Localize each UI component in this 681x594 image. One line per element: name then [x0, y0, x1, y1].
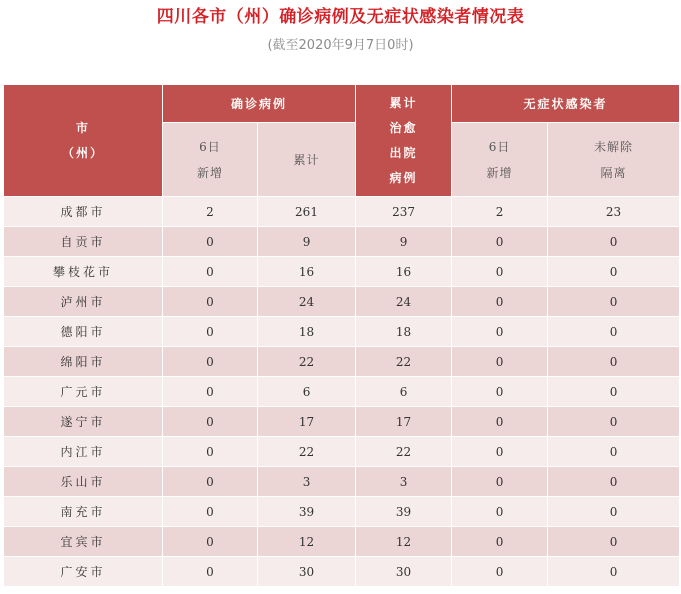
cell-cured: 3	[356, 467, 452, 497]
cell-cured: 12	[356, 527, 452, 557]
cell-asym-unresolved: 0	[548, 437, 680, 467]
cell-total: 30	[258, 557, 356, 587]
cell-city: 攀枝花市	[4, 257, 163, 287]
table-row	[4, 497, 680, 527]
table-row	[4, 317, 680, 347]
cell-total: 17	[258, 407, 356, 437]
cell-asym-unresolved: 0	[548, 527, 680, 557]
cell-city: 德阳市	[4, 317, 163, 347]
cell-asym-unresolved: 0	[548, 467, 680, 497]
cell-asym-unresolved: 0	[548, 377, 680, 407]
cell-new: 0	[163, 227, 258, 257]
table-row	[4, 467, 680, 497]
cell-new: 2	[163, 197, 258, 227]
cell-asym-unresolved: 0	[548, 257, 680, 287]
header-total: 累计	[258, 123, 356, 197]
header-asym-unresolved: 未解除 隔离	[548, 123, 680, 197]
cell-cured: 22	[356, 347, 452, 377]
cell-asym-unresolved: 0	[548, 407, 680, 437]
header-new: 6日 新增	[163, 123, 258, 197]
cell-asym-new: 0	[452, 287, 548, 317]
cell-asym-new: 0	[452, 407, 548, 437]
cell-cured: 237	[356, 197, 452, 227]
cell-asym-unresolved: 0	[548, 317, 680, 347]
cell-cured: 6	[356, 377, 452, 407]
cell-asym-new: 2	[452, 197, 548, 227]
cell-asym-new: 0	[452, 227, 548, 257]
cell-new: 0	[163, 437, 258, 467]
cell-city: 泸州市	[4, 287, 163, 317]
table-row	[4, 257, 680, 287]
cell-asym-new: 0	[452, 317, 548, 347]
header-city: 市 （州）	[4, 85, 163, 197]
cell-total: 9	[258, 227, 356, 257]
cell-asym-unresolved: 0	[548, 227, 680, 257]
cell-city: 乐山市	[4, 467, 163, 497]
cell-total: 24	[258, 287, 356, 317]
cell-city: 南充市	[4, 497, 163, 527]
cell-total: 18	[258, 317, 356, 347]
cell-new: 0	[163, 557, 258, 587]
cell-new: 0	[163, 467, 258, 497]
table-row	[4, 197, 680, 227]
table-row	[4, 437, 680, 467]
cell-cured: 39	[356, 497, 452, 527]
header-cured: 累计 治愈 出院 病例	[356, 85, 452, 197]
cell-asym-new: 0	[452, 467, 548, 497]
cell-cured: 30	[356, 557, 452, 587]
cell-asym-new: 0	[452, 527, 548, 557]
cell-city: 内江市	[4, 437, 163, 467]
cell-city: 广元市	[4, 377, 163, 407]
header-asymptomatic: 无症状感染者	[452, 85, 680, 123]
table-row	[4, 557, 680, 587]
table-row	[4, 407, 680, 437]
cell-city: 成都市	[4, 197, 163, 227]
cell-cured: 17	[356, 407, 452, 437]
table-row	[4, 347, 680, 377]
table-row	[4, 227, 680, 257]
cell-total: 39	[258, 497, 356, 527]
cell-new: 0	[163, 287, 258, 317]
cell-new: 0	[163, 497, 258, 527]
cell-total: 22	[258, 437, 356, 467]
cell-cured: 9	[356, 227, 452, 257]
cell-cured: 22	[356, 437, 452, 467]
page-title: 四川各市（州）确诊病例及无症状感染者情况表	[156, 7, 525, 27]
header-confirmed: 确诊病例	[163, 85, 356, 123]
table-row	[4, 377, 680, 407]
cell-city: 自贡市	[4, 227, 163, 257]
table-row	[4, 287, 680, 317]
cell-asym-new: 0	[452, 257, 548, 287]
cell-new: 0	[163, 527, 258, 557]
cell-total: 22	[258, 347, 356, 377]
cell-cured: 24	[356, 287, 452, 317]
cell-city: 遂宁市	[4, 407, 163, 437]
cell-asym-new: 0	[452, 377, 548, 407]
cell-asym-new: 0	[452, 557, 548, 587]
cell-city: 绵阳市	[4, 347, 163, 377]
cell-city: 广安市	[4, 557, 163, 587]
cell-total: 6	[258, 377, 356, 407]
cell-new: 0	[163, 377, 258, 407]
cell-cured: 18	[356, 317, 452, 347]
cell-asym-new: 0	[452, 497, 548, 527]
header-asym-new: 6日 新增	[452, 123, 548, 197]
cell-asym-unresolved: 0	[548, 287, 680, 317]
cell-total: 261	[258, 197, 356, 227]
cell-asym-unresolved: 0	[548, 557, 680, 587]
cell-asym-new: 0	[452, 437, 548, 467]
data-table	[3, 84, 680, 587]
page-subtitle: (截至2020年9月7日0时)	[267, 38, 414, 53]
cell-total: 16	[258, 257, 356, 287]
table-row	[4, 527, 680, 557]
cell-new: 0	[163, 347, 258, 377]
cell-new: 0	[163, 407, 258, 437]
cell-city: 宜宾市	[4, 527, 163, 557]
cell-asym-unresolved: 0	[548, 347, 680, 377]
cell-new: 0	[163, 317, 258, 347]
cell-cured: 16	[356, 257, 452, 287]
cell-new: 0	[163, 257, 258, 287]
cell-total: 3	[258, 467, 356, 497]
cell-asym-unresolved: 23	[548, 197, 680, 227]
cell-total: 12	[258, 527, 356, 557]
cell-asym-unresolved: 0	[548, 497, 680, 527]
cell-asym-new: 0	[452, 347, 548, 377]
